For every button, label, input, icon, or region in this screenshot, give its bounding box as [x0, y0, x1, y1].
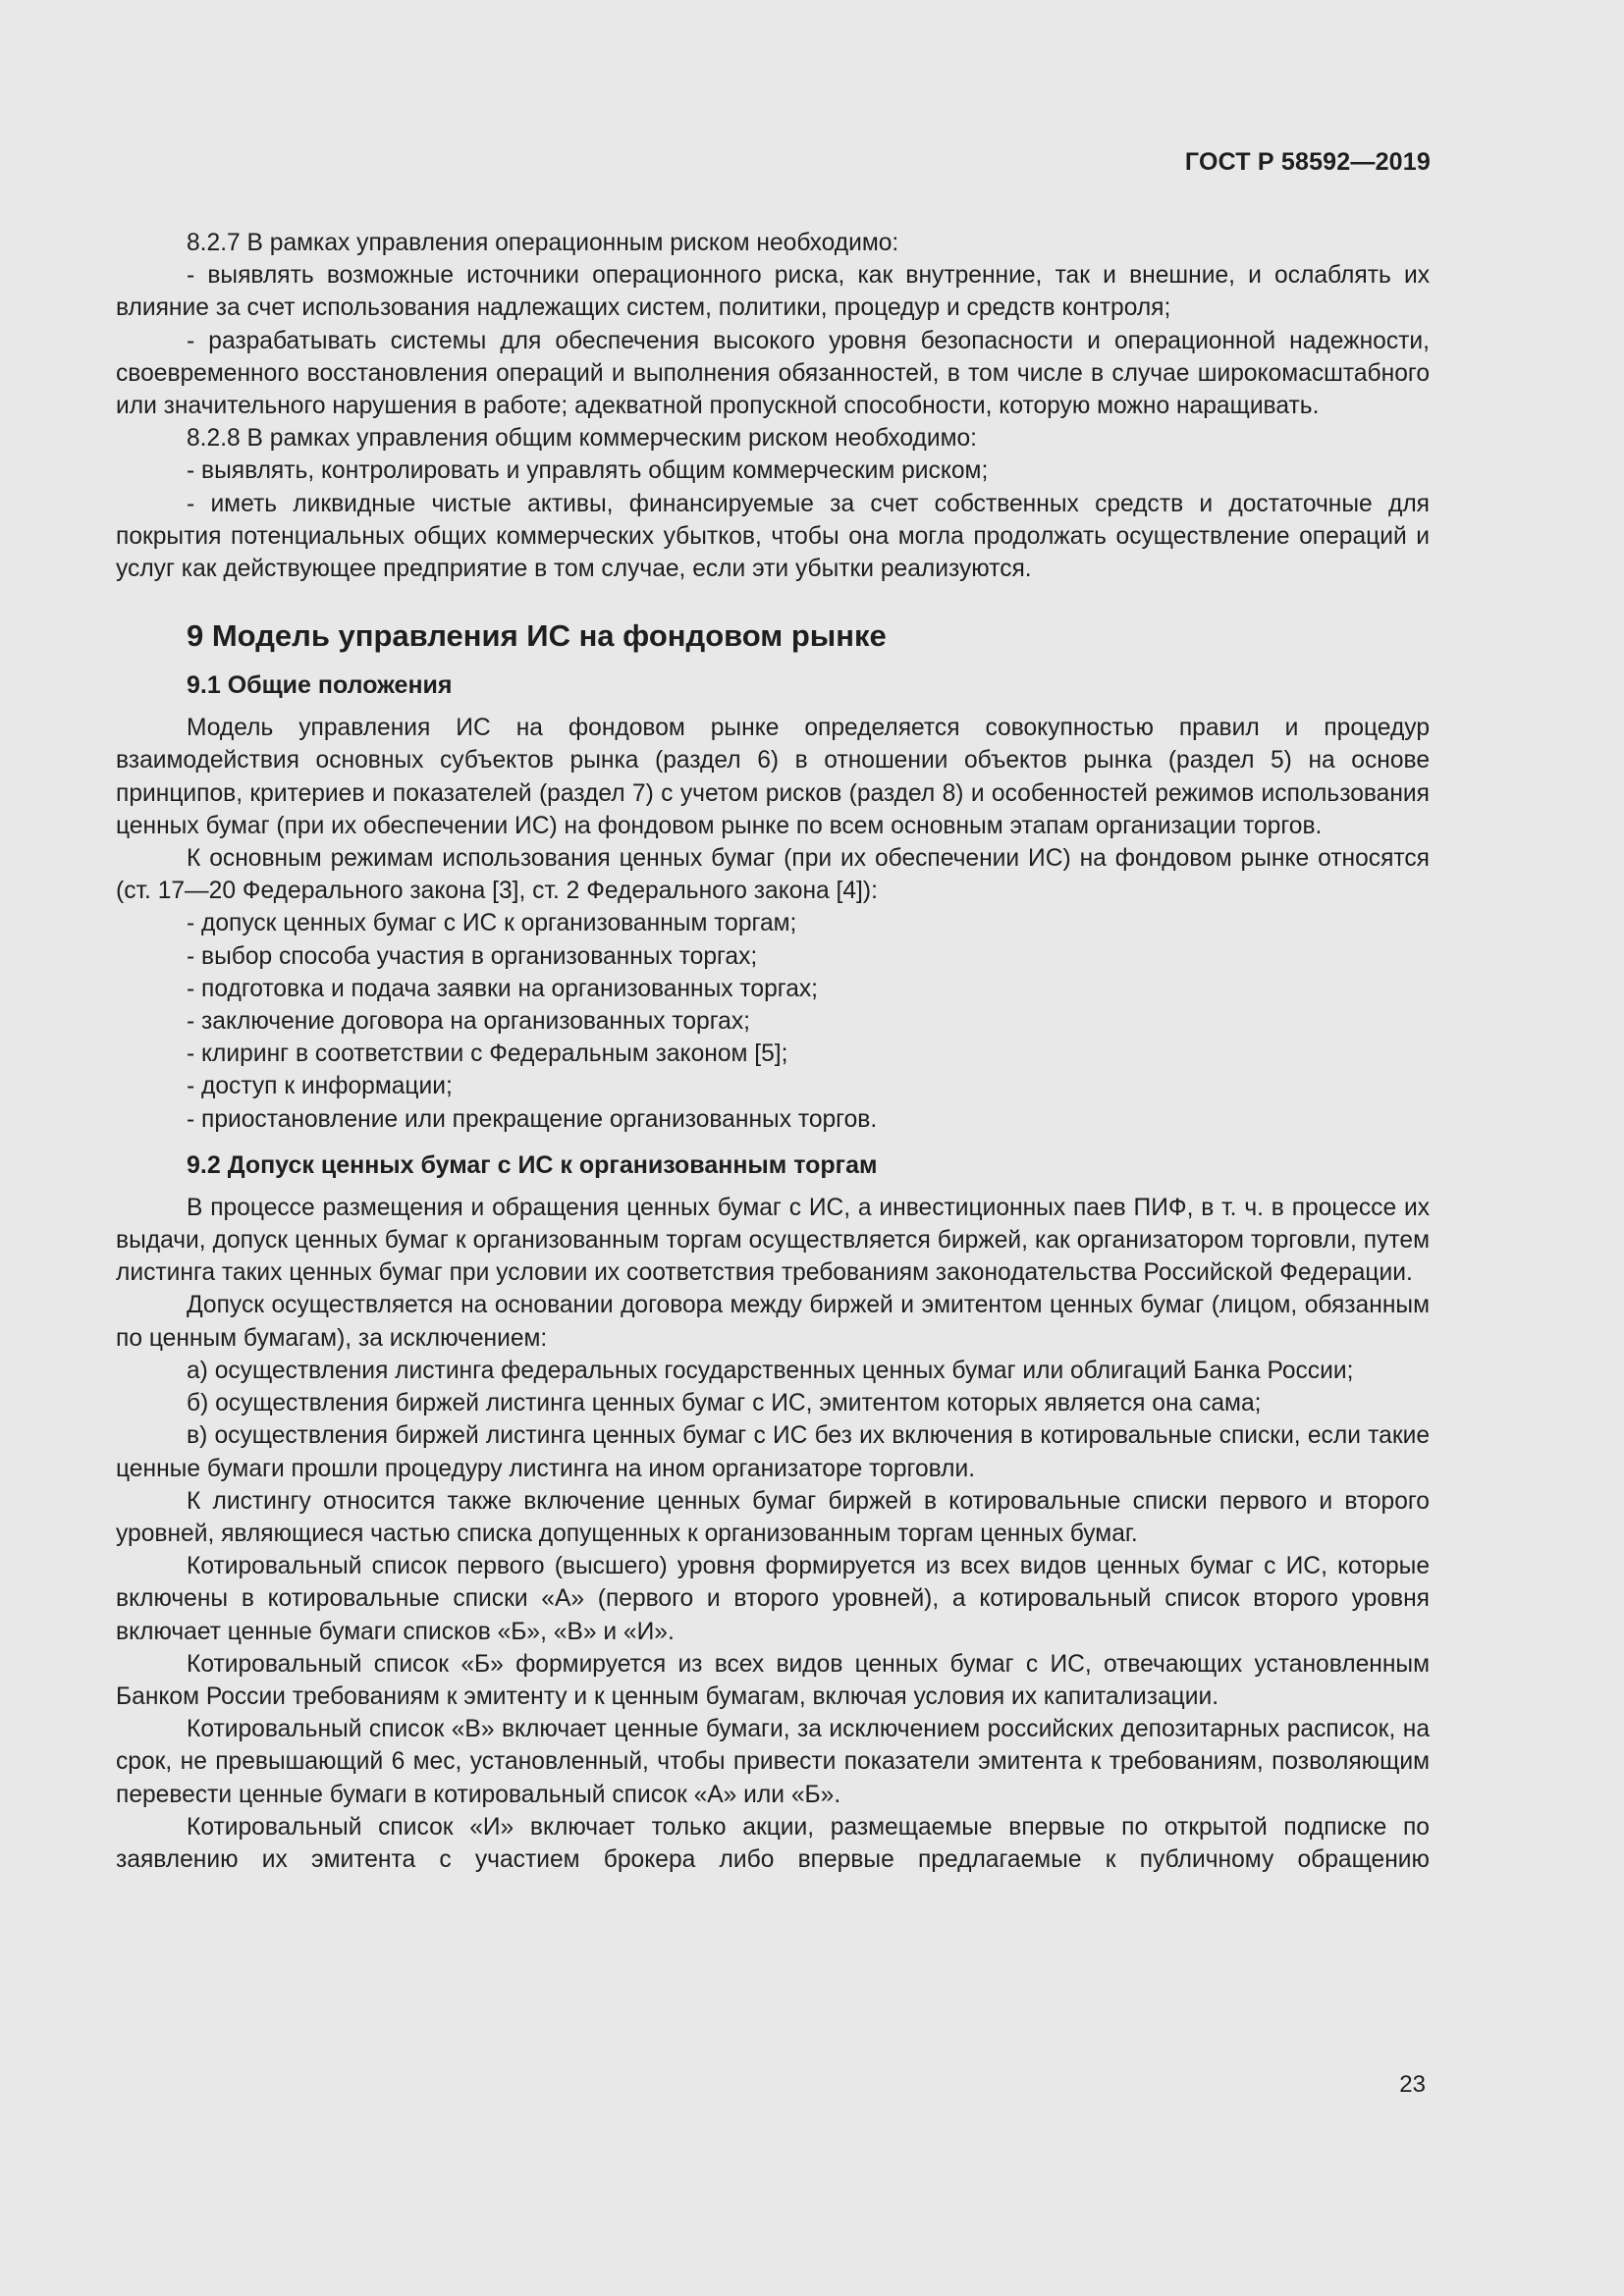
document-code-header: ГОСТ Р 58592—2019 [1184, 148, 1431, 176]
list-item: а) осуществления листинга федеральных государственных ценных бумаг или облигаций Банка России; [187, 1357, 1354, 1384]
list-item: - заключение договора на организованных торгах; [187, 1008, 750, 1036]
paragraph: Котировальный список первого (высшего) уровня формируется из всех видов ценных бумаг с ИС, которые включены в котировальные списки «А» (первого и второго уровней), а котировальный список второго уровня включает ценные бумаги списков «Б», «В» и «И». [116, 1553, 1430, 1645]
list-item: в) осуществления биржей листинга ценных бумаг с ИС без их включения в котировальные списки, если такие ценные бумаги прошли процедуру листинга на ином организаторе торговли. [116, 1422, 1430, 1482]
paragraph: Допуск осуществляется на основании договора между биржей и эмитентом ценных бумаг (лицом, обязанным по ценным бумагам), за исключением: [116, 1292, 1430, 1352]
list-item: - выбор способа участия в организованных торгах; [187, 942, 758, 970]
subsection-9-1-title: 9.1 Общие положения [187, 671, 453, 700]
paragraph: Котировальный список «И» включает только акции, размещаемые впервые по открытой подписке по заявлению их эмитента с участием брокера либо впервые предлагаемые к публичному обращению [116, 1813, 1430, 1873]
clause-8-2-8: 8.2.8 В рамках управления общим коммерческим риском необходимо: [187, 425, 978, 453]
list-item: - разрабатывать системы для обеспечения высокого уровня безопасности и операционной надежности, своевременного восстановления операций и выполнения обязанностей, в том числе в случае широкомасштабного или значительного нарушения в работе; адекватной пропускной способности, которую можно наращивать. [116, 327, 1430, 420]
list-item: - приостановление или прекращение организованных торгов. [187, 1105, 878, 1133]
list-item: - доступ к информации; [187, 1073, 453, 1100]
list-item: - подготовка и подача заявки на организованных торгах; [187, 975, 819, 1002]
list-item: - клиринг в соответствии с Федеральным законом [5]; [187, 1041, 788, 1068]
list-item: - допуск ценных бумаг с ИС к организованным торгам; [187, 910, 797, 937]
section-9-title: 9 Модель управления ИС на фондовом рынке [187, 618, 887, 654]
paragraph: В процессе размещения и обращения ценных бумаг с ИС, а инвестиционных паев ПИФ, в т. ч. в процессе их выдачи, допуск ценных бумаг к организованным торгам осуществляется биржей, как организатором торговли, путем листинга таких ценных бумаг при условии их соответствия требованиям законодательства Российской Федерации. [116, 1194, 1430, 1287]
list-item: - выявлять возможные источники операционного риска, как внутренние, так и внешние, и ослаблять их влияние за счет использования надлежащих систем, политики, процедур и средств контроля; [116, 262, 1430, 322]
list-item: б) осуществления биржей листинга ценных бумаг с ИС, эмитентом которых является она сама; [187, 1390, 1262, 1417]
page-content [116, 227, 1430, 1876]
page-number: 23 [1399, 2071, 1426, 2098]
paragraph: Котировальный список «В» включает ценные бумаги, за исключением российских депозитарных расписок, на срок, не превышающий 6 мес, установленный, чтобы привести показатели эмитента к требованиям, позволяющим перевести ценные бумаги в котировальный список «А» или «Б». [116, 1716, 1430, 1808]
paragraph: Котировальный список «Б» формируется из всех видов ценных бумаг с ИС, отвечающих установленным Банком России требованиям к эмитенту и к ценным бумагам, включая условия их капитализации. [116, 1650, 1430, 1710]
subsection-9-2-title: 9.2 Допуск ценных бумаг с ИС к организованным торгам [187, 1150, 878, 1179]
clause-8-2-7: 8.2.7 В рамках управления операционным риском необходимо: [187, 230, 899, 256]
paragraph: К основным режимам использования ценных бумаг (при их обеспечении ИС) на фондовом рынке относятся (ст. 17—20 Федерального закона [3], ст. 2 Федерального закона [4]): [116, 845, 1430, 905]
paragraph: К листингу относится также включение ценных бумаг биржей в котировальные списки первого и второго уровней, являющиеся частью списка допущенных к организованным торгам ценных бумаг. [116, 1487, 1430, 1547]
list-item: - выявлять, контролировать и управлять общим коммерческим риском; [187, 457, 989, 485]
list-item: - иметь ликвидные чистые активы, финансируемые за счет собственных средств и достаточные для покрытия потенциальных общих коммерческих убытков, чтобы она могла продолжать осуществление операций и услуг как действующее предприятие в том случае, если эти убытки реализуются. [116, 490, 1430, 583]
paragraph: Модель управления ИС на фондовом рынке определяется совокупностью правил и процедур взаимодействия основных субъектов рынка (раздел 6) в отношении объектов рынка (раздел 5) на основе принципов, критериев и показателей (раздел 7) с учетом рисков (раздел 8) и особенностей режимов использования ценных бумаг (при их обеспечении ИС) на фондовом рынке по всем основным этапам организации торгов. [116, 715, 1430, 839]
